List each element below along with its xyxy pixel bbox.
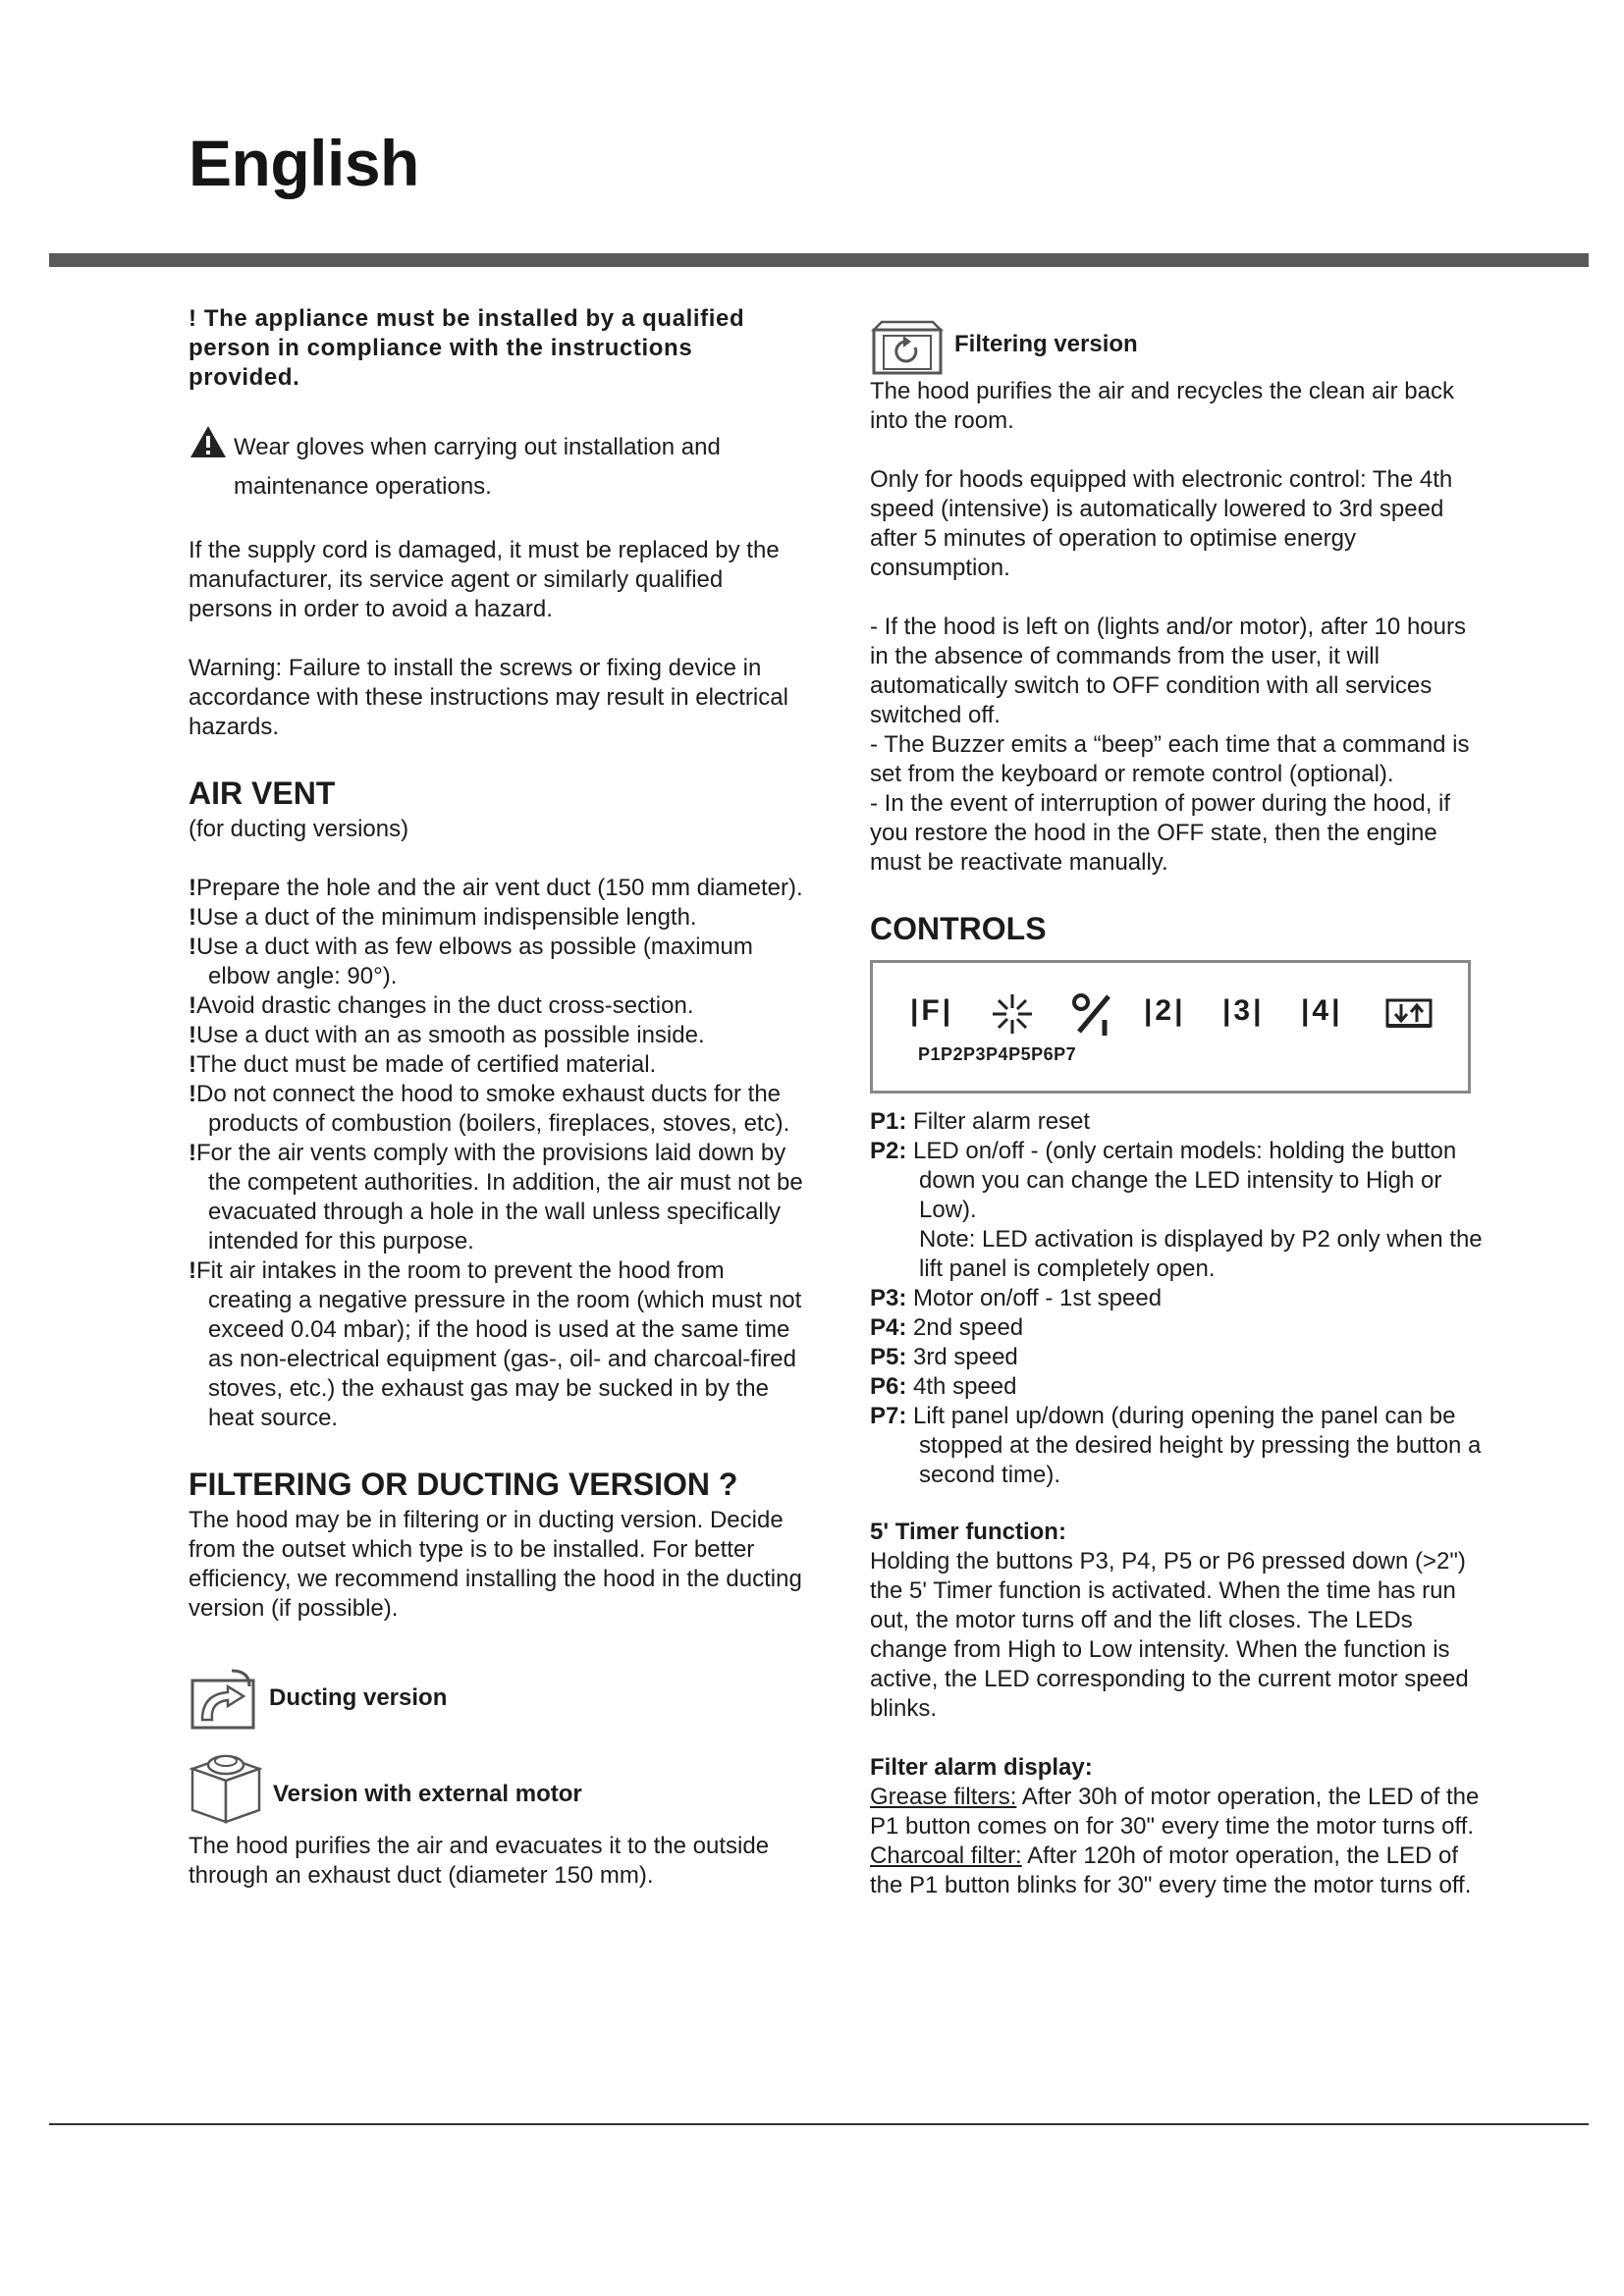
timer-heading: 5' Timer function: bbox=[870, 1519, 1066, 1545]
list-item: P4: 2nd speed bbox=[870, 1314, 1024, 1341]
speed-2-symbol: |2| bbox=[1144, 994, 1186, 1027]
charcoal-filter-label: Charcoal filter: bbox=[870, 1842, 1022, 1869]
p2-note: Note: LED activation is displayed by P2 only when the lift panel is completely open. bbox=[919, 1226, 1483, 1282]
speed-4-symbol: |4| bbox=[1301, 994, 1343, 1027]
lift-panel-icon bbox=[1385, 996, 1433, 1030]
grease-filter-label: Grease filters: bbox=[870, 1784, 1017, 1810]
button-labels: P1P2P3P4P5P6P7 bbox=[918, 1044, 1077, 1064]
list-item: P7: Lift panel up/down (during opening the panel can be stopped at the desired height by pressing the button a second time). bbox=[870, 1403, 1482, 1488]
grease-filter-text: Grease filters: After 30h of motor operation, the LED of the P1 button comes on for 30" every time the motor turns off. bbox=[870, 1784, 1480, 1840]
auto-off-text: - If the hood is left on (lights and/or motor), after 10 hours in the absence of commands from the user, it will automatically switch to OFF condition with all services switched off. bbox=[870, 614, 1466, 728]
external-motor-icon bbox=[189, 1743, 263, 1824]
ducting-version-icon bbox=[189, 1667, 259, 1730]
led-light-icon bbox=[991, 992, 1034, 1036]
list-item: P6: 4th speed bbox=[870, 1373, 1017, 1400]
filter-alarm-heading: Filter alarm display: bbox=[870, 1754, 1093, 1781]
charcoal-filter-text: Charcoal filter: After 120h of motor operation, the LED of the P1 button blinks for 30" every time the motor turns off. bbox=[870, 1842, 1472, 1898]
control-panel-diagram bbox=[870, 960, 1471, 1094]
external-motor-version bbox=[189, 1743, 807, 1824]
list-item: P1: Filter alarm reset bbox=[870, 1108, 1091, 1135]
controls-heading: CONTROLS bbox=[870, 911, 1047, 946]
page-title: English bbox=[189, 127, 419, 199]
gloves-text: Wear gloves when carrying out installation and maintenance operations. bbox=[234, 434, 721, 500]
left-column bbox=[189, 304, 807, 1891]
list-item: !Use a duct of the minimum indispensible length. bbox=[189, 904, 697, 931]
air-vent-subheading: (for ducting versions) bbox=[189, 816, 409, 842]
timer-text: Holding the buttons P3, P4, P5 or P6 pressed down (>2") the 5' Timer function is activated. When the time has run out, the motor turns off and the lift closes. The LEDs change from High to Low intensity. When the function is active, the LED corresponding to the current motor speed blinks. bbox=[870, 1548, 1469, 1722]
filtering-ducting-text: The hood may be in filtering or in ducting version. Decide from the outset which type is to be installed. For better efficiency, we recommend installing the hood in the ducting version (if possible). bbox=[189, 1507, 802, 1622]
list-item: P3: Motor on/off - 1st speed bbox=[870, 1285, 1163, 1311]
buzzer-text: - The Buzzer emits a “beep” each time that a command is set from the keyboard or remote control (optional). bbox=[870, 731, 1470, 787]
list-item: !Fit air intakes in the room to prevent the hood from creating a negative pressure in the room (which must not exceed 0.04 mbar); if the hood is used at the same time as non-electrical equipment (gas-, oil- and charcoal-fired stoves, etc.) the exhaust gas may be sucked in by the heat source. bbox=[189, 1257, 802, 1431]
installation-warning: ! The appliance must be installed by a qualified person in compliance with the instructions provided. bbox=[189, 305, 745, 391]
filtering-version-icon bbox=[870, 312, 945, 377]
list-item: !Avoid drastic changes in the duct cross-section. bbox=[189, 992, 694, 1019]
external-motor-label: Version with external motor bbox=[273, 1781, 582, 1807]
air-vent-heading: AIR VENT bbox=[189, 775, 336, 811]
list-item: !Use a duct with an as smooth as possible inside. bbox=[189, 1022, 705, 1048]
warning-triangle-icon bbox=[189, 424, 228, 459]
controls-definitions bbox=[870, 1107, 1489, 1490]
supply-cord-text: If the supply cord is damaged, it must be replaced by the manufacturer, its service agent or similarly qualified persons in order to avoid a hazard. bbox=[189, 537, 780, 622]
filtering-version-label: Filtering version bbox=[954, 331, 1138, 357]
power-text: - In the event of interruption of power during the hood, if you restore the hood in the OFF state, then the engine must be reactivate manually. bbox=[870, 790, 1451, 876]
list-item: P5: 3rd speed bbox=[870, 1344, 1018, 1370]
screws-warning: Warning: Failure to install the screws or fixing device in accordance with these instructions may result in electrical hazards. bbox=[189, 655, 788, 740]
ducting-version bbox=[189, 1667, 807, 1730]
electronic-control-text: Only for hoods equipped with electronic control: The 4th speed (intensive) is automatically lowered to 3rd speed after 5 minutes of operation to optimise energy consumption. bbox=[870, 466, 1453, 581]
right-column bbox=[870, 312, 1489, 1900]
list-item: !The duct must be made of certified material. bbox=[189, 1051, 657, 1078]
list-item: !For the air vents comply with the provisions laid down by the competent authorities. In addition, the air must not be evacuated through a hole in the wall unless specifically intended for this purpose. bbox=[189, 1140, 803, 1255]
filtering-version bbox=[870, 312, 1489, 377]
list-item: P2: LED on/off - (only certain models: holding the button down you can change the LED intensity to High or Low). bbox=[870, 1138, 1457, 1223]
motor-onoff-icon bbox=[1069, 990, 1116, 1038]
filter-button-symbol: |F| bbox=[910, 994, 954, 1027]
speed-3-symbol: |3| bbox=[1222, 994, 1265, 1027]
list-item: !Use a duct with as few elbows as possible (maximum elbow angle: 90°). bbox=[189, 934, 753, 989]
footer-rule bbox=[49, 2123, 1589, 2125]
gloves-notice bbox=[189, 428, 807, 507]
ducting-version-label: Ducting version bbox=[269, 1684, 448, 1711]
header-rule bbox=[49, 253, 1589, 267]
air-vent-list bbox=[189, 874, 807, 1433]
external-motor-text: The hood purifies the air and evacuates it to the outside through an exhaust duct (diameter 150 mm). bbox=[189, 1833, 770, 1889]
list-item: !Prepare the hole and the air vent duct (150 mm diameter). bbox=[189, 875, 803, 901]
filtering-ducting-heading: FILTERING OR DUCTING VERSION ? bbox=[189, 1467, 738, 1502]
filtering-version-text: The hood purifies the air and recycles the clean air back into the room. bbox=[870, 378, 1454, 434]
list-item: !Do not connect the hood to smoke exhaust ducts for the products of combustion (boilers, fireplaces, stoves, etc). bbox=[189, 1081, 790, 1137]
